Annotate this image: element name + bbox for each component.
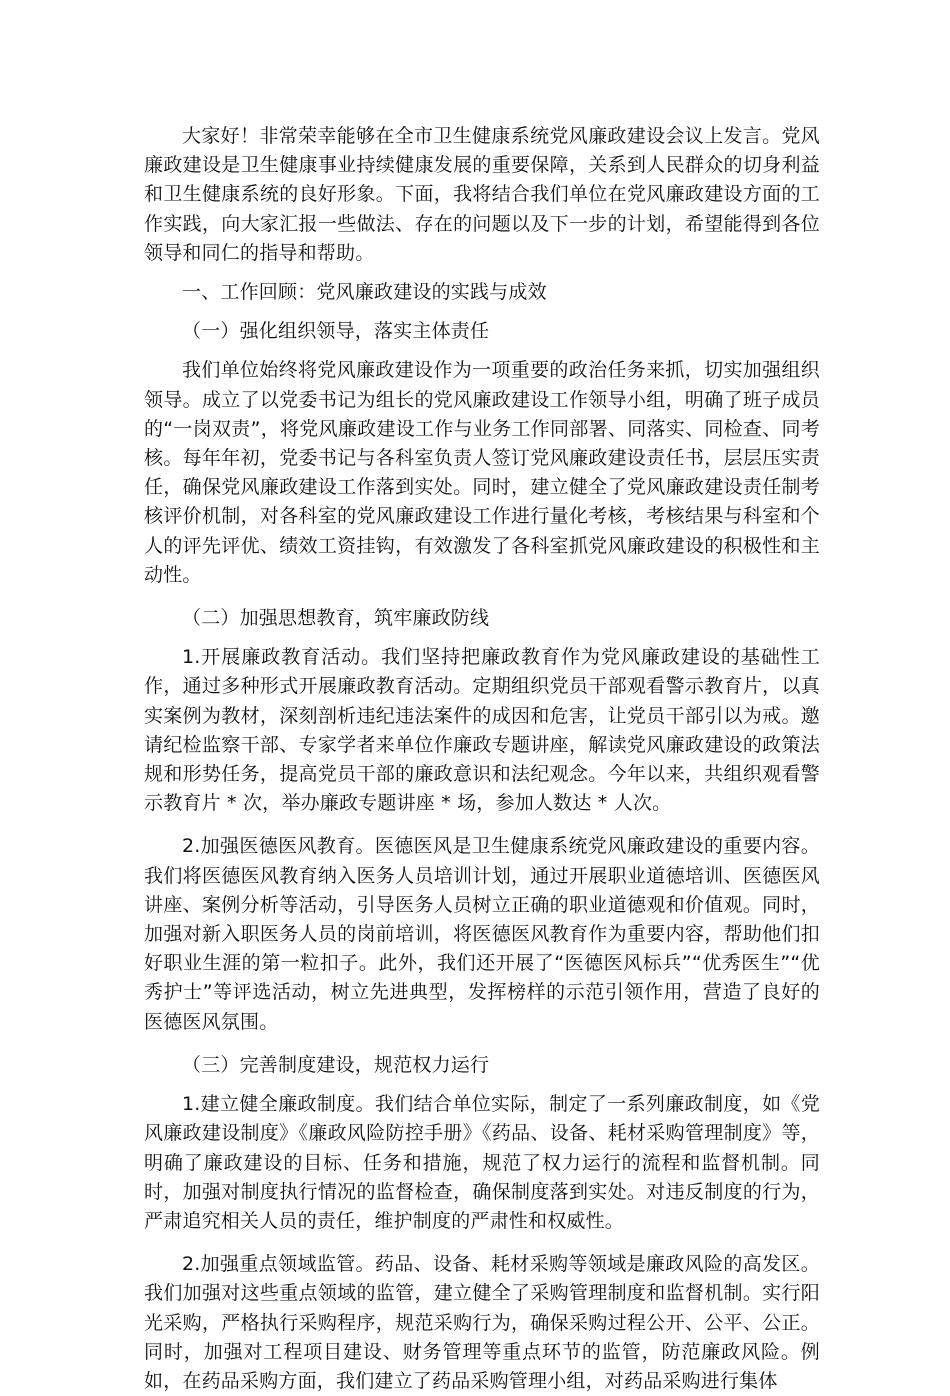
subsection-heading-3: （三）完善制度建设，规范权力运行 [182,1053,490,1076]
subsection-1-paragraph-1: 我们单位始终将党风廉政建设作为一项重要的政治任务来抓，切实加强组织领导。成立了以党委书记为组长的党风廉政建设工作领导小组，明确了班子成员的“一岗双责”，将党风廉政建设工作与业务工作同部署、同落实、同检查、同考核。每年年初，党委书记与各科室负责人签订党风廉政建设责任书，层层压实责任，确保党风廉政建设工作落到实处。同时，建立健全了党风廉政建设责任制考核评价机制，对各科室的党风廉政建设工作进行量化考核，考核结果与科室和个人的评先评优、绩效工资挂钩，有效激发了各科室抓党风廉政建设的积极性和主动性。 [144,359,820,586]
intro-paragraph: 大家好！非常荣幸能够在全市卫生健康系统党风廉政建设会议上发言。党风廉政建设是卫生健康事业持续健康发展的重要保障，关系到人民群众的切身利益和卫生健康系统的良好形象。下面，我将结合我们单位在党风廉政建设方面的工作实践，向大家汇报一些做法、存在的问题以及下一步的计划，希望能得到各位领导和同仁的指导和帮助。 [144,125,820,264]
subsection-2-paragraph-1: 1.开展廉政教育活动。我们坚持把廉政教育作为党风廉政建设的基础性工作，通过多种形式开展廉政教育活动。定期组织党员干部观看警示教育片，以真实案例为教材，深刻剖析违纪违法案件的成因和危害，让党员干部引以为戒。邀请纪检监察干部、专家学者来单位作廉政专题讲座，解读党风廉政建设的政策法规和形势任务，提高党员干部的廉政意识和法纪观念。今年以来，共组织观看警示教育片 * 次，举办廉政专题讲座 * 场，参加人数达 * 人次。 [144,646,820,815]
subsection-heading-2: （二）加强思想教育，筑牢廉政防线 [182,607,490,630]
subsection-3-paragraph-1: 1.建立健全廉政制度。我们结合单位实际，制定了一系列廉政制度，如《党风廉政建设制度》《廉政风险防控手册》《药品、设备、耗材采购管理制度》等，明确了廉政建设的目标、任务和措施，规范了权力运行的流程和监督机制。同时，加强对制度执行情况的监督检查，确保制度落到实处。对违反制度的行为，严肃追究相关人员的责任，维护制度的严肃性和权威性。 [144,1093,820,1232]
subsection-2-paragraph-2: 2.加强医德医风教育。医德医风是卫生健康系统党风廉政建设的重要内容。我们将医德医风教育纳入医务人员培训计划，通过开展职业道德培训、医德医风讲座、案例分析等活动，引导医务人员树立正确的职业道德观和价值观。同时，加强对新入职医务人员的岗前培训，将医德医风教育作为重要内容，帮助他们扣好职业生涯的第一粒扣子。此外，我们还开展了“医德医风标兵”“优秀医生”“优秀护士”等评选活动，树立先进典型，发挥榜样的示范引领作用，营造了良好的医德医风氛围。 [144,835,820,1033]
subsection-heading-1: （一）强化组织领导，落实主体责任 [182,320,490,343]
subsection-3-paragraph-2: 2.加强重点领域监管。药品、设备、耗材采购等领域是廉政风险的高发区。我们加强对这些重点领域的监管，建立健全了采购管理制度和监督机制。实行阳光采购，严格执行采购程序，规范采购行为，确保采购过程公开、公平、公正。同时，加强对工程项目建设、财务管理等重点环节的监管，防范廉政风险。例如，在药品采购方面，我们建立了药品采购管理小组，对药品采购进行集体 [144,1253,820,1392]
document-page [144,122,820,1396]
section-heading-1: 一、工作回顾：党风廉政建设的实践与成效 [182,281,547,304]
